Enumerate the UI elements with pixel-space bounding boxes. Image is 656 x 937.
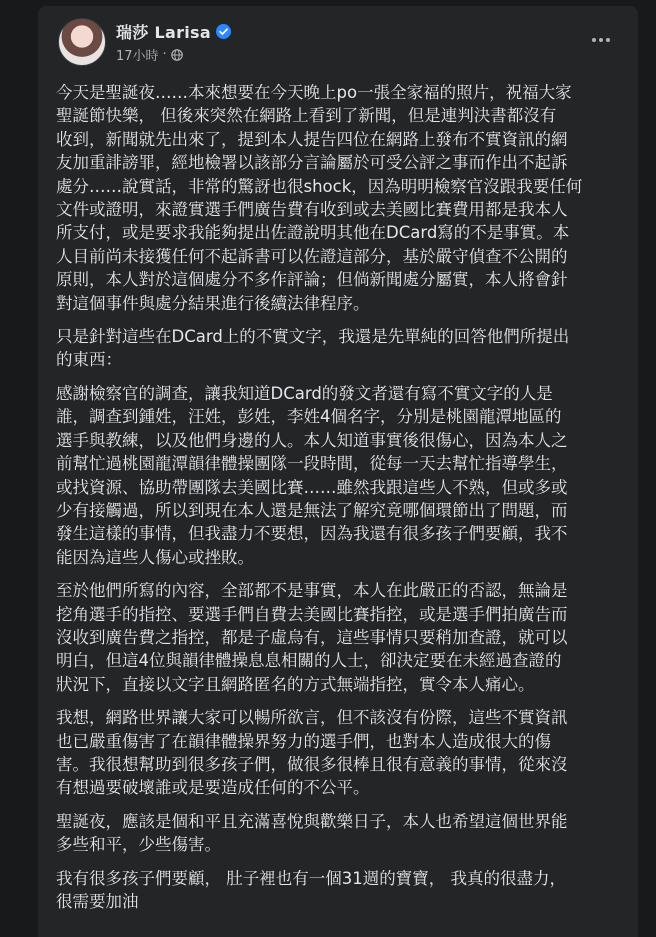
post-header [38, 6, 638, 76]
post-paragraph: 我有很多孩子們要顧， 肚子裡也有一個31週的寶寶， 我真的很盡力， 很需要加油 [56, 868, 566, 911]
post-meta [116, 45, 183, 64]
post-card [38, 6, 638, 937]
post-paragraph: 今天是聖誕夜……本來想要在今天晚上po一張全家福的照片，祝福大家 聖誕節快樂， 但後來突然在網路上看到了新聞，但是連判決書都沒有 收到，新聞就先出來了，提到本人提告四位在網路上發布不實資訊的網 友加重誹謗罪，經地檢署以該部分言論屬於可受公評之事而作出不起訴 處分……說實話，非常的驚訝也很shock，因為明明檢察官沒跟我要任何 文件或證明，來證實選手們廣告費有收到或去美國比賽費用都是我本人 所支付，或是要求我能夠提出佐證說明其他在DCard寫的不是事實。本 人目前尚未接獲任何不起訴書可以佐證這部分，基於嚴守偵查不公開的 原則，本人對於這個處分不多作評論；但倘新聞處分屬實，本人將會針 對這個事件與處分結果進行後續法律程序。 [56, 83, 583, 313]
author-name[interactable]: 瑞莎 Larisa [116, 23, 211, 42]
meta-separator: · [162, 47, 167, 62]
post-paragraph: 我想，網路世界讓大家可以暢所欲言，但不該沒有份際，這些不實資訊 也已嚴重傷害了在韻律體操界努力的選手們，也對本人造成很大的傷 害。我很想幫助到很多孩子們，做很多很棒且很有意義的事情，從來沒 有想過要破壞誰或是要造成任何的不公平。 [56, 708, 568, 798]
globe-icon[interactable] [171, 49, 183, 61]
more-dot-icon [592, 38, 596, 42]
verified-badge-icon [216, 24, 231, 39]
more-options-button[interactable] [588, 30, 614, 50]
post-paragraph: 感謝檢察官的調查，讓我知道DCard的發文者還有寫不實文字的人是 誰，調查到鍾姓，汪姓，彭姓，李姓4個名字，分別是桃園龍潭地區的 選手與教練，以及他們身邊的人。本人知道事實後很傷心，因為本人之 前幫忙過桃園龍潭韻律體操團隊一段時間，從每一天去幫忙指導學生， 或找資源、協助帶團隊去美國比賽……雖然我跟這些人不熟，但或多或 少有接觸過，所以到現在本人還是無法了解究竟哪個環節出了問題，而 發生這樣的事情，但我盡力不要想，因為我還有很多孩子們要顧，我不 能因為這些人傷心或挫敗。 [56, 383, 568, 567]
post-timestamp[interactable]: 17小時 [116, 49, 159, 64]
post-paragraph: 只是針對這些在DCard上的不實文字，我還是先單純的回答他們所提出 的東西： [56, 327, 570, 370]
post-paragraph: 聖誕夜，應該是個和平且充滿喜悅與歡樂日子，本人也希望這個世界能 多些和平，少些傷害。 [56, 811, 568, 855]
post-paragraph: 至於他們所寫的內容，全部都不是事實，本人在此嚴正的否認，無論是 挖角選手的指控、要選手們自費去美國比賽指控，或是選手們拍廣告而 沒收到廣告費之指控，都是子虛烏有，這些事情只要稍加查證，就可以 明白，但這4位與韻律體操息息相關的人士，卻決定要在未經過查證的 狀況下，直接以文字且網路匿名的方式無端指控，實令本人痛心。 [56, 581, 568, 694]
post-text [56, 81, 626, 923]
more-dot-icon [599, 38, 603, 42]
author-row [116, 20, 231, 43]
more-dot-icon [606, 38, 610, 42]
avatar[interactable] [58, 18, 106, 66]
